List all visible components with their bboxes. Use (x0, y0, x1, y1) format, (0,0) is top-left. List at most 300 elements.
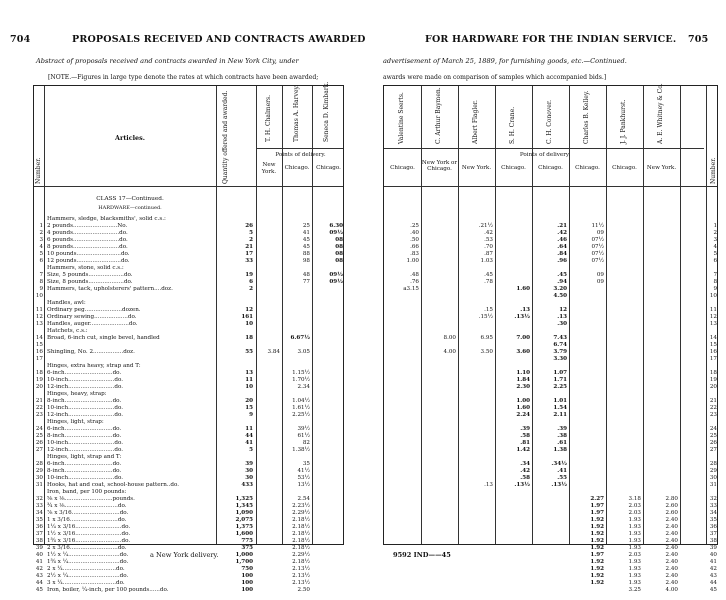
row-article: Handles, awl: (47, 300, 86, 306)
row-bid-cell: .41 (557, 468, 567, 474)
row-number: 36 (35, 524, 43, 530)
col-number-right: Number. (710, 157, 717, 184)
table-row (384, 321, 719, 328)
table-row (384, 475, 719, 482)
table-row (34, 566, 345, 573)
row-quantity: 1,345 (235, 503, 253, 509)
table-row (34, 216, 345, 223)
row-number: 16 (35, 349, 43, 355)
table-row (384, 468, 719, 475)
row-article: Broad, 6-inch cut, single bevel, handled (47, 335, 160, 341)
row-number: 43 (35, 573, 43, 579)
table-row (384, 496, 719, 503)
table-row (34, 489, 345, 496)
row-number: 22 (709, 405, 717, 411)
row-bid-cell: 08 (335, 237, 343, 243)
table-row (34, 258, 345, 265)
row-bid-cell: .25 (410, 223, 419, 229)
row-article: Ordinary sewing...................do. (47, 314, 137, 320)
row-bid-cell: 7.00 (516, 335, 530, 341)
row-bid-cell: 3.79 (553, 349, 567, 355)
row-number: 10 (35, 293, 43, 299)
row-bid-cell: 3.20 (553, 286, 567, 292)
row-bid-cell: 2.40 (665, 580, 678, 586)
table-row (34, 251, 345, 258)
row-bid-cell: 1.92 (590, 531, 604, 537)
row-bid-cell: 08 (335, 258, 343, 264)
row-bid-cell: 2.23½ (292, 503, 310, 509)
row-bid-cell: 3.50 (480, 349, 493, 355)
table-row (34, 279, 345, 286)
row-quantity: 41 (245, 440, 253, 446)
row-bid-cell: 1.42 (516, 447, 530, 453)
table-row (34, 230, 345, 237)
row-quantity: 1,600 (235, 531, 253, 537)
row-bid-cell: .96 (557, 258, 567, 264)
table-row (384, 503, 719, 510)
row-article: 2½ x ¼.............................do. (47, 573, 129, 579)
row-bid-cell: .83 (410, 251, 419, 257)
row-bid-cell: 2.40 (665, 517, 678, 523)
row-bid-cell: .13½ (514, 482, 530, 488)
table-row (34, 426, 345, 433)
row-number: 5 (713, 251, 717, 257)
table-row (384, 265, 719, 272)
row-number: 17 (35, 356, 43, 362)
table-row (384, 363, 719, 370)
table-row (34, 391, 345, 398)
row-bid-cell: 1.03 (480, 258, 493, 264)
table-row (34, 300, 345, 307)
table-row (384, 230, 719, 237)
row-bid-cell: 09 (596, 230, 604, 236)
table-row (384, 531, 719, 538)
row-number: 18 (709, 370, 717, 376)
row-number: 30 (35, 475, 43, 481)
row-bid-cell: 2.60 (665, 510, 678, 516)
table-row (34, 349, 345, 356)
row-bid-cell: 2.27 (590, 496, 604, 502)
row-quantity: 10 (245, 321, 253, 327)
row-quantity: 2 (249, 237, 253, 243)
row-bid-cell: .13½ (551, 482, 567, 488)
row-quantity: 2,075 (235, 517, 253, 523)
row-number: 3 (39, 237, 43, 243)
table-row (34, 531, 345, 538)
row-quantity: 12 (245, 307, 253, 313)
table-row (34, 356, 345, 363)
table-row (384, 412, 719, 419)
row-number: 39 (709, 545, 717, 551)
row-bid-cell: 1.92 (590, 566, 604, 572)
row-number: 31 (35, 482, 43, 488)
row-number: 44 (709, 580, 717, 586)
row-article: 12-inch..........................do. (47, 384, 123, 390)
row-number: 13 (709, 321, 717, 327)
row-quantity: 19 (245, 272, 253, 278)
row-quantity: 17 (245, 251, 253, 257)
row-quantity: 39 (245, 461, 253, 467)
row-article: 10-inch..........................do. (47, 475, 123, 481)
page-footer-right: 9592 IND——45 (393, 551, 451, 559)
table-row (384, 342, 719, 349)
row-number: 28 (35, 461, 43, 467)
table-row (34, 398, 345, 405)
row-bid-cell: 3.30 (553, 356, 567, 362)
page-header-right: FOR HARDWARE FOR THE INDIAN SERVICE. (425, 34, 677, 45)
row-bid-cell: 4.00 (665, 587, 678, 593)
page-number-left: 704 (10, 34, 31, 45)
subheader-left: Abstract of proposals received and contracts awarded in New York City, under (36, 57, 299, 65)
row-bid-cell: 09½ (329, 279, 343, 285)
row-article: 12-inch..........................do. (47, 412, 123, 418)
row-number: 30 (709, 475, 717, 481)
row-number: 16 (709, 349, 717, 355)
table-row (34, 587, 345, 594)
table-row (34, 482, 345, 489)
table-row (34, 580, 345, 587)
table-row (384, 272, 719, 279)
row-number: 44 (35, 580, 43, 586)
row-bid-cell: 6.74 (553, 342, 567, 348)
row-article: 10-inch..........................do. (47, 377, 123, 383)
row-quantity: 5 (249, 447, 253, 453)
bidder-right-6: Charles B. Kelley. (583, 90, 590, 144)
row-article: 1¾ x ¼.............................do. (47, 559, 129, 565)
table-row (34, 370, 345, 377)
row-article: 10 pounds.........................do. (47, 251, 130, 257)
table-row (384, 237, 719, 244)
row-quantity: 1,090 (235, 510, 253, 516)
table-row (384, 517, 719, 524)
row-bid-cell: 1.92 (590, 573, 604, 579)
row-quantity: 433 (241, 482, 253, 488)
row-number: 18 (35, 370, 43, 376)
row-number: 7 (39, 272, 43, 278)
row-number: 36 (709, 524, 717, 530)
row-bid-cell: a3.15 (403, 286, 419, 292)
row-quantity: 161 (241, 314, 253, 320)
row-article: Hammers, stone, solid c.s.: (47, 265, 124, 271)
row-article: Hinges, light, strap and T: (47, 454, 122, 460)
row-quantity: 10 (245, 384, 253, 390)
row-article: Hinges, light, strap: (47, 419, 104, 425)
table-row (34, 461, 345, 468)
row-article: Hinges, heavy, strap: (47, 391, 107, 397)
row-bid-cell: 2.03 (628, 510, 641, 516)
row-number: 25 (35, 433, 43, 439)
table-row (34, 433, 345, 440)
row-number: 12 (35, 314, 43, 320)
table-row (34, 524, 345, 531)
table-row (34, 314, 345, 321)
row-number: 4 (39, 244, 43, 250)
row-article: Size, 5 pounds....................do. (47, 272, 133, 278)
row-bid-cell: .39 (520, 426, 530, 432)
point-right-2: New York or Chicago. (421, 160, 458, 172)
row-number: 20 (709, 384, 717, 390)
table-row (34, 496, 345, 503)
row-number: 10 (709, 293, 717, 299)
row-number: 35 (35, 517, 43, 523)
row-article: Size, 8 pounds....................do. (47, 279, 133, 285)
row-article: 1¼ x 3/16..........................do. (47, 524, 131, 530)
row-bid-cell: 1.92 (590, 524, 604, 530)
row-bid-cell: 08 (335, 251, 343, 257)
row-bid-cell: 2.13½ (292, 580, 310, 586)
row-article: Handles, auger......................do. (47, 321, 138, 327)
row-bid-cell: 2.30 (516, 384, 530, 390)
table-row (384, 377, 719, 384)
row-article: 2 pounds.........................No. (47, 223, 128, 229)
row-bid-cell: 1.97 (590, 503, 604, 509)
point-left-3: Chicago. (316, 165, 341, 171)
row-number: 11 (709, 307, 717, 313)
table-row (384, 524, 719, 531)
row-number: 23 (709, 412, 717, 418)
table-row (34, 510, 345, 517)
row-number: 42 (709, 566, 717, 572)
row-number: 4 (713, 244, 717, 250)
row-bid-cell: 2.13½ (292, 573, 310, 579)
row-bid-cell: 2.34 (297, 384, 310, 390)
row-bid-cell: 1.97 (590, 552, 604, 558)
bidder-right-4: S. H. Crane. (509, 106, 516, 144)
row-bid-cell: 2.18½ (292, 538, 310, 544)
row-number: 32 (709, 496, 717, 502)
row-bid-cell: .84 (557, 251, 567, 257)
table-row (384, 335, 719, 342)
row-number: 38 (35, 538, 43, 544)
row-number: 40 (35, 552, 43, 558)
row-bid-cell: .48 (410, 272, 419, 278)
row-bid-cell: 2.25½ (292, 412, 310, 418)
note-left: [NOTE.—Figures in large type denote the rates at which contracts have been awarded; (48, 74, 319, 81)
row-number: 6 (39, 258, 43, 264)
row-number: 31 (709, 482, 717, 488)
row-bid-cell: 25 (302, 223, 310, 229)
table-row (384, 461, 719, 468)
table-row (34, 328, 345, 335)
row-quantity: 375 (241, 545, 253, 551)
row-bid-cell: 09 (596, 279, 604, 285)
class-subtitle: HARDWARE—continued. (98, 205, 162, 211)
row-bid-cell: 1.92 (590, 545, 604, 551)
table-row (34, 237, 345, 244)
row-article: Iron, boiler, ¼-inch, per 100 pounds......do. (47, 587, 169, 593)
row-bid-cell: 4.00 (443, 349, 456, 355)
row-bid-cell: 48 (302, 272, 310, 278)
row-bid-cell: 2.13½ (292, 566, 310, 572)
row-bid-cell: 1.00 (516, 398, 530, 404)
row-bid-cell: 13½ (297, 482, 310, 488)
table-row (384, 454, 719, 461)
table-row (34, 321, 345, 328)
row-quantity: 11 (245, 377, 253, 383)
table-row (34, 272, 345, 279)
row-number: 41 (35, 559, 43, 565)
table-row (384, 314, 719, 321)
point-right-4: Chicago. (501, 165, 526, 171)
point-left-1: New York. (261, 162, 277, 175)
table-row (384, 482, 719, 489)
row-number: 12 (709, 314, 717, 320)
bidder-left-2: Thomas A. Harvey. (293, 85, 300, 142)
row-article: Hammers, sledge, blacksmiths', solid c.s.: (47, 216, 166, 222)
row-number: 33 (35, 503, 43, 509)
row-number: 33 (709, 503, 717, 509)
table-row (384, 566, 719, 573)
table-row (34, 412, 345, 419)
row-number: 3 (713, 237, 717, 243)
class-title: CLASS 17—Continued. (96, 196, 164, 202)
row-number: 32 (35, 496, 43, 502)
row-article: 1½ x ¼.............................do. (47, 552, 129, 558)
table-row (34, 244, 345, 251)
row-bid-cell: 41½ (297, 468, 310, 474)
row-number: 5 (39, 251, 43, 257)
point-right-8: New York. (646, 165, 677, 171)
row-bid-cell: .38 (557, 433, 567, 439)
row-bid-cell: .46 (557, 237, 567, 243)
table-row (34, 503, 345, 510)
row-bid-cell: 1.93 (628, 538, 641, 544)
table-row (34, 559, 345, 566)
row-number: 25 (709, 433, 717, 439)
row-bid-cell: 08 (335, 244, 343, 250)
row-article: 8-inch...........................do. (47, 433, 122, 439)
row-number: 22 (35, 405, 43, 411)
row-bid-cell: 3.60 (516, 349, 530, 355)
row-number: 40 (709, 552, 717, 558)
table-row (384, 300, 719, 307)
point-right-7: Chicago. (612, 165, 637, 171)
row-bid-cell: 2.29½ (292, 552, 310, 558)
row-bid-cell: 12 (559, 307, 567, 313)
row-bid-cell: 09½ (329, 230, 343, 236)
row-bid-cell: 2.40 (665, 573, 678, 579)
row-number: 17 (709, 356, 717, 362)
row-quantity: 26 (245, 223, 253, 229)
footnote-left: a New York delivery. (150, 551, 219, 559)
table-row (384, 286, 719, 293)
bidder-right-1: Valentine Seerts. (398, 92, 405, 144)
table-row (384, 447, 719, 454)
row-bid-cell: 2.18½ (292, 531, 310, 537)
row-bid-cell: 1.93 (628, 566, 641, 572)
row-quantity: 5 (249, 230, 253, 236)
row-number: 26 (35, 440, 43, 446)
row-number: 19 (35, 377, 43, 383)
row-article: 1½ x 3/16..........................do. (47, 531, 131, 537)
row-number: 35 (709, 517, 717, 523)
row-number: 28 (709, 461, 717, 467)
table-row (384, 489, 719, 496)
row-bid-cell: 2.18½ (292, 517, 310, 523)
row-quantity: 13 (245, 370, 253, 376)
page-header-left: PROPOSALS RECEIVED AND CONTRACTS AWARDED (72, 34, 366, 45)
table-row (34, 454, 345, 461)
table-row (384, 538, 719, 545)
row-quantity: 100 (241, 573, 253, 579)
row-quantity: 30 (245, 468, 253, 474)
row-bid-cell: 2.03 (628, 503, 641, 509)
points-label-right: Points of delivery. (519, 152, 571, 158)
row-article: 12 pounds.........................do. (47, 258, 130, 264)
row-quantity: 750 (241, 566, 253, 572)
table-row (384, 559, 719, 566)
row-article: Iron, band, per 100 pounds: (47, 489, 127, 495)
table-row (384, 307, 719, 314)
row-bid-cell: .70 (484, 244, 493, 250)
row-bid-cell: .42 (520, 468, 530, 474)
table-row (34, 286, 345, 293)
table-row (34, 475, 345, 482)
row-bid-cell: .76 (410, 279, 419, 285)
row-bid-cell: 11½ (591, 223, 604, 229)
row-bid-cell: 1.84 (516, 377, 530, 383)
row-bid-cell: .94 (557, 279, 567, 285)
row-bid-cell: .42 (557, 230, 567, 236)
row-bid-cell: .39 (557, 426, 567, 432)
row-bid-cell: 07½ (591, 244, 604, 250)
row-number: 42 (35, 566, 43, 572)
row-bid-cell: 1.93 (628, 573, 641, 579)
row-bid-cell: 1.92 (590, 538, 604, 544)
row-quantity: 2 (249, 286, 253, 292)
row-bid-cell: 3.84 (267, 349, 280, 355)
bidder-right-2: C. Arthur Baymen. (435, 87, 442, 144)
row-number: 11 (35, 307, 43, 313)
row-bid-cell: 35 (302, 461, 310, 467)
row-bid-cell: 1.93 (628, 580, 641, 586)
row-bid-cell: .58 (520, 433, 530, 439)
row-article: Ordinary peg.....................dozen. (47, 307, 141, 313)
row-article: Hinges, extra heavy, strap and T: (47, 363, 141, 369)
row-bid-cell: .66 (410, 244, 419, 250)
point-right-5: Chicago. (538, 165, 563, 171)
row-quantity: 100 (241, 587, 253, 593)
row-article: ¾ x ⅛..............................do. (47, 503, 127, 509)
row-bid-cell: 82 (302, 440, 310, 446)
table-row (34, 384, 345, 391)
row-quantity: 33 (245, 258, 253, 264)
row-bid-cell: .42 (484, 230, 493, 236)
row-quantity: 1,700 (235, 559, 253, 565)
row-number: 37 (709, 531, 717, 537)
row-bid-cell: 1.60 (516, 286, 530, 292)
row-number: 27 (709, 447, 717, 453)
row-article: ⅝ x ⅛...........................pounds. (47, 496, 135, 502)
row-bid-cell: 1.92 (590, 517, 604, 523)
row-bid-cell: 2.29½ (292, 510, 310, 516)
row-number: 23 (35, 412, 43, 418)
table-row (34, 447, 345, 454)
row-bid-cell: 1.07 (553, 370, 567, 376)
row-bid-cell: .50 (410, 237, 419, 243)
row-number: 2 (713, 230, 717, 236)
table-row (384, 398, 719, 405)
row-bid-cell: .40 (410, 230, 419, 236)
row-number: 43 (709, 573, 717, 579)
row-number: 37 (35, 531, 43, 537)
row-number: 29 (35, 468, 43, 474)
row-number: 15 (709, 342, 717, 348)
row-bid-cell: 8.00 (443, 335, 456, 341)
row-bid-cell: .15½ (478, 314, 493, 320)
row-bid-cell: .13 (484, 482, 493, 488)
row-number: 24 (35, 426, 43, 432)
